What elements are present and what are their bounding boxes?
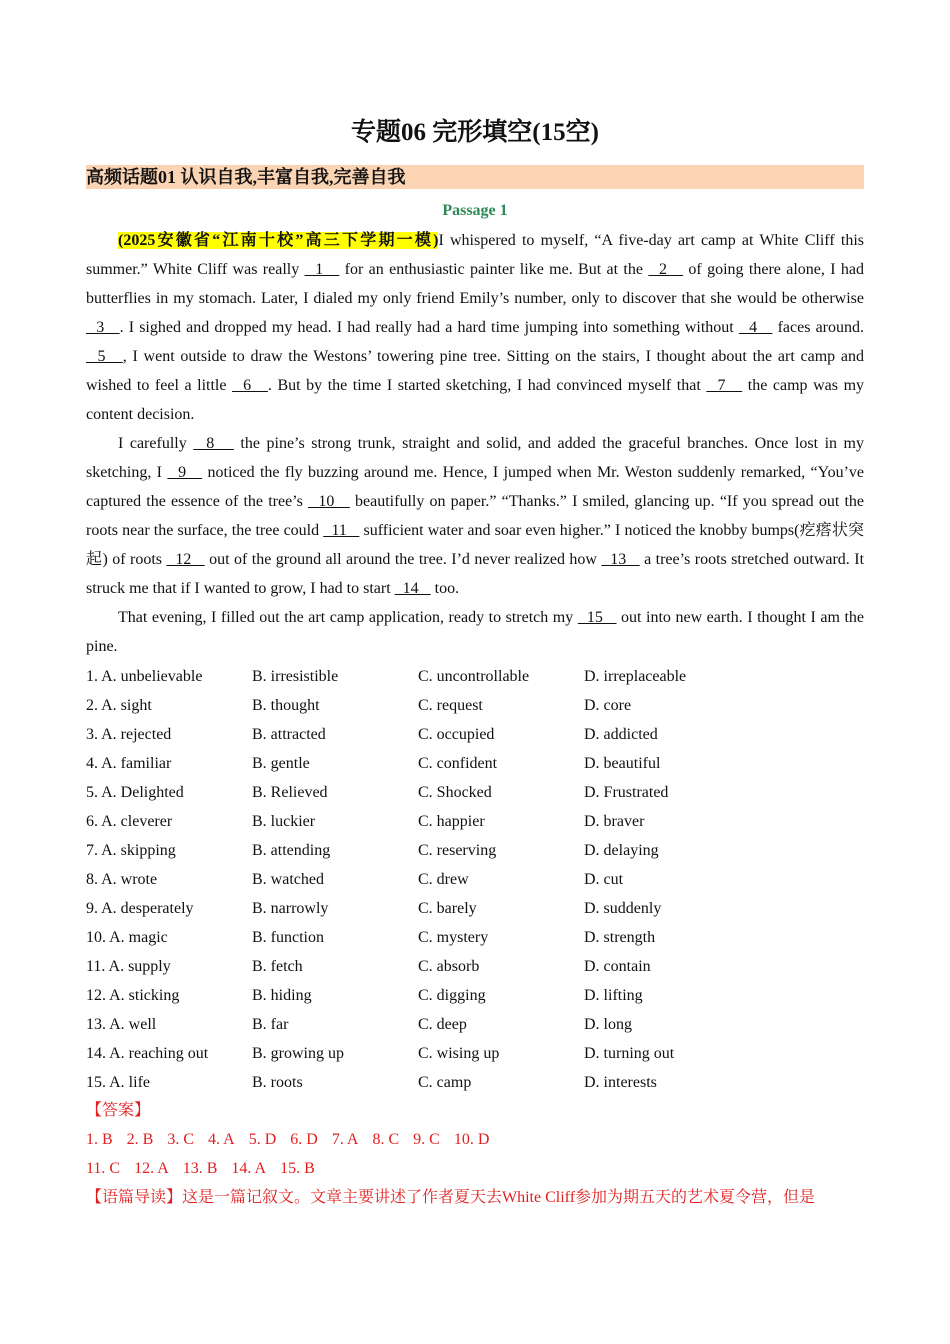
passage-text: for an enthusiastic painter like me. But at the (339, 261, 649, 278)
option-item: B. irresistible (252, 668, 339, 685)
answer-item: 14. A (231, 1160, 267, 1177)
answer-item: 1. B (86, 1131, 113, 1148)
option-item: 14. A. reaching out (86, 1045, 209, 1062)
option-item: C. camp (418, 1074, 472, 1091)
option-row (86, 807, 864, 836)
answer-item: 4. A (208, 1131, 235, 1148)
option-item: D. beautiful (584, 755, 661, 772)
option-item: C. barely (418, 900, 477, 917)
answers-row-2 (86, 1154, 864, 1183)
option-row (86, 836, 864, 865)
passage-text: I whispered to myself, “A five-day art camp at White Cliff this summer.” White Cliff was really (86, 232, 864, 278)
passage-text: I carefully (118, 435, 194, 452)
option-item: D. strength (584, 929, 656, 946)
answer-item: 15. B (280, 1160, 315, 1177)
passage-title: Passage 1 (442, 202, 508, 219)
option-item: B. narrowly (252, 900, 329, 917)
passage-paragraph (86, 226, 864, 429)
passage-body (86, 226, 864, 661)
option-row (86, 691, 864, 720)
passage-text: . But by the time I started sketching, I had convinced myself that (267, 377, 707, 394)
option-item: D. lifting (584, 987, 643, 1004)
option-item: 6. A. cleverer (86, 813, 173, 830)
option-item: B. attending (252, 842, 331, 859)
blank: 7 (706, 377, 743, 394)
blank: 10 (308, 493, 350, 510)
option-item: B. Relieved (252, 784, 328, 801)
option-row (86, 923, 864, 952)
answer-item: 7. A (331, 1131, 359, 1148)
answer-item: 3. C (167, 1131, 195, 1148)
passage-guide: 【语篇导读】这是一篇记叙文。文章主要讲述了作者夏天去White Cliff参加为期五天的艺术夏令营，但是 (86, 1189, 816, 1206)
passage-text: . I sighed and dropped my head. I had really had a hard time jumping into something without (119, 319, 739, 336)
option-item: B. growing up (252, 1045, 344, 1062)
option-item: C. uncontrollable (418, 668, 530, 685)
blank: 1 (304, 261, 340, 278)
option-item: B. thought (252, 697, 320, 714)
blank: 12 (166, 551, 205, 568)
option-row (86, 981, 864, 1010)
option-row (86, 778, 864, 807)
option-row (86, 1068, 864, 1097)
answer-item: 11. C (86, 1160, 121, 1177)
option-item: D. turning out (584, 1045, 675, 1062)
option-item: 4. A. familiar (86, 755, 172, 772)
passage-text: noticed the fly buzzing around me. Hence, I jumped when Mr. Weston suddenly remarked, “You’ve captured the essence of the tree’s (86, 464, 865, 510)
option-item: 13. A. well (86, 1016, 157, 1033)
answers-section (86, 1096, 864, 1212)
option-item: C. confident (418, 755, 498, 772)
option-item: D. contain (584, 958, 651, 975)
option-item: C. deep (418, 1016, 467, 1033)
passage-paragraph (86, 603, 864, 661)
answer-label: 【答案】 (86, 1102, 151, 1119)
option-row (86, 1039, 864, 1068)
option-item: C. drew (418, 871, 469, 888)
answer-item: 12. A (134, 1160, 169, 1177)
option-item: 5. A. Delighted (86, 784, 184, 801)
option-item: B. hiding (252, 987, 312, 1004)
answer-item: 2. B (126, 1131, 154, 1148)
passage-text: of going there alone, I had butterflies in my stomach. Later, I dialed my only friend Emily’s number, only to discover that she would be otherwise (86, 261, 865, 307)
blank: 8 (193, 435, 234, 452)
answers-row-1 (86, 1125, 864, 1154)
passage-text: out into new earth. I thought I am the pine. (86, 609, 865, 655)
option-item: D. irreplaceable (584, 668, 687, 685)
option-item: C. digging (418, 987, 486, 1004)
passage-text: a tree’s roots stretched outward. It struck me that if I wanted to grow, I had to start (86, 551, 865, 597)
option-item: D. braver (584, 813, 645, 830)
option-item: 3. A. rejected (86, 726, 172, 743)
passage-text: out of the ground all around the tree. I’d never realized how (204, 551, 602, 568)
option-item: 8. A. wrote (86, 871, 158, 888)
option-item: 1. A. unbelievable (86, 668, 203, 685)
source-label: (2025安徽省“江南十校”高三下学期一模) (118, 232, 439, 249)
option-item: D. cut (584, 871, 624, 888)
option-item: C. mystery (418, 929, 489, 946)
blank: 9 (167, 464, 203, 481)
passage-text: That evening, I filled out the art camp application, ready to stretch my (118, 609, 578, 626)
option-item: B. function (252, 929, 324, 946)
option-row (86, 865, 864, 894)
passage-text: too. (430, 580, 460, 597)
option-item: 10. A. magic (86, 929, 168, 946)
blank: 3 (86, 319, 120, 336)
option-item: D. core (584, 697, 632, 714)
passage-text: faces around. (772, 319, 865, 336)
option-item: 7. A. skipping (86, 842, 176, 859)
option-row (86, 952, 864, 981)
option-item: C. Shocked (418, 784, 492, 801)
option-item: B. watched (252, 871, 324, 888)
answer-item: 10. D (453, 1131, 490, 1148)
option-item: D. interests (584, 1074, 657, 1091)
option-item: B. gentle (252, 755, 310, 772)
option-item: B. attracted (252, 726, 326, 743)
option-item: 15. A. life (86, 1074, 150, 1091)
page-title: 专题06 完形填空(15空) (351, 119, 599, 146)
option-row (86, 720, 864, 749)
passage-text: sufficient water and soar even higher.” I noticed the knobby bumps(疙瘩状突起) of roots (86, 522, 865, 568)
passage-text: beautifully on paper.” “Thanks.” I smiled, glancing up. “If you spread out the roots near the surface, the tree could (86, 493, 864, 539)
blank: 13 (601, 551, 640, 568)
option-item: 12. A. sticking (86, 987, 180, 1004)
options-table (86, 662, 864, 1097)
option-item: 11. A. supply (86, 958, 171, 975)
option-item: C. happier (418, 813, 485, 830)
passage-text: the camp was my content decision. (86, 377, 865, 423)
passage-text: the pine’s strong trunk, straight and solid, and added the graceful branches. Once lost in my sketching, I (86, 435, 865, 481)
option-item: C. reserving (418, 842, 497, 859)
option-item: D. long (584, 1016, 632, 1033)
answer-item: 5. D (248, 1131, 277, 1148)
option-item: 2. A. sight (86, 697, 152, 714)
answer-item: 6. D (290, 1131, 318, 1148)
blank: 14 (394, 580, 431, 597)
option-item: C. request (418, 697, 483, 714)
option-item: D. delaying (584, 842, 659, 859)
option-item: B. far (252, 1016, 289, 1033)
option-item: D. addicted (584, 726, 658, 743)
option-row (86, 662, 864, 691)
option-item: D. suddenly (584, 900, 662, 917)
option-item: C. occupied (418, 726, 495, 743)
option-row (86, 894, 864, 923)
passage-paragraph (86, 429, 864, 603)
blank: 15 (577, 609, 617, 626)
option-item: C. absorb (418, 958, 480, 975)
option-item: B. roots (252, 1074, 303, 1091)
answer-item: 13. B (182, 1160, 218, 1177)
topic-heading: 高频话题01 认识自我,丰富自我,完善自我 (86, 165, 864, 189)
option-item: 9. A. desperately (86, 900, 194, 917)
answer-item: 8. C (372, 1131, 400, 1148)
answer-item: 9. C (413, 1131, 440, 1148)
option-row (86, 749, 864, 778)
blank: 4 (738, 319, 773, 336)
blank: 6 (232, 377, 268, 394)
option-item: C. wising up (418, 1045, 500, 1062)
option-item: B. fetch (252, 958, 303, 975)
blank: 5 (86, 348, 123, 365)
option-item: B. luckier (252, 813, 316, 830)
option-row (86, 1010, 864, 1039)
blank: 11 (323, 522, 360, 539)
blank: 2 (648, 261, 684, 278)
passage-text: , I went outside to draw the Westons’ towering pine tree. Sitting on the stairs, I thought about the art camp and wished to feel a little (86, 348, 865, 394)
option-item: D. Frustrated (584, 784, 669, 801)
